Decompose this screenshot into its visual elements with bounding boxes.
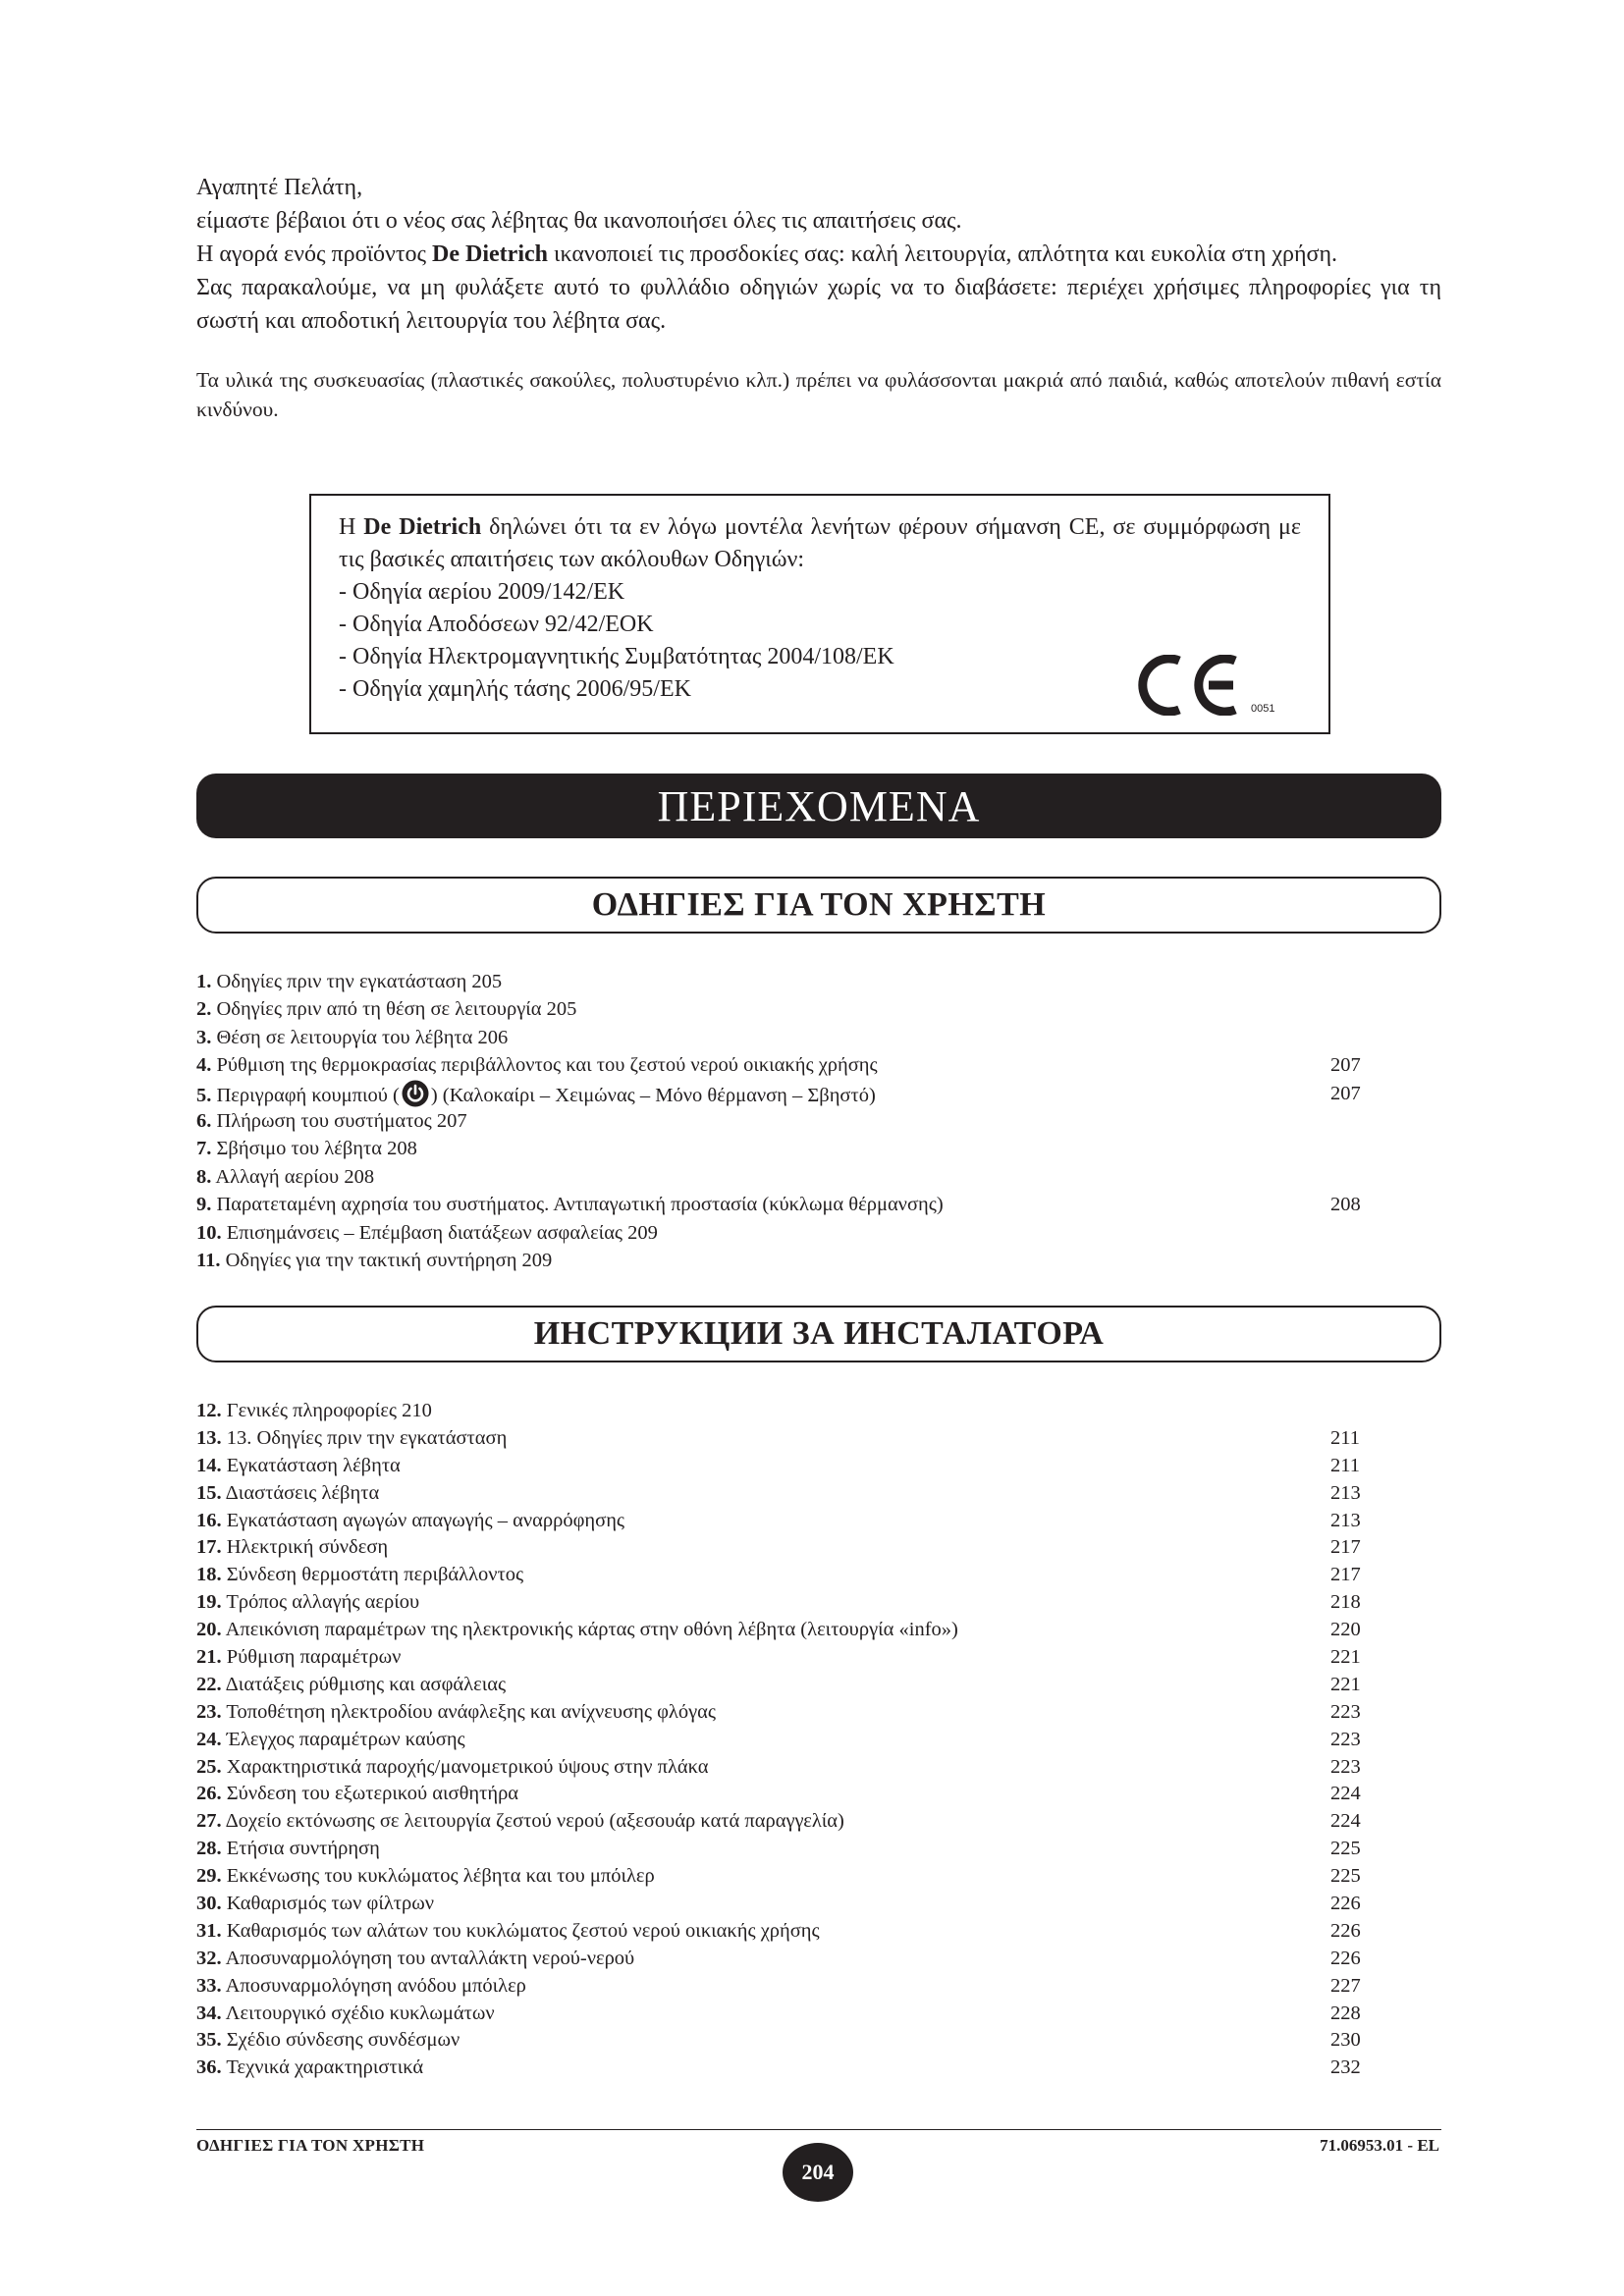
greeting: Αγαπητέ Πελάτη, (196, 175, 363, 200)
intro-line-3: Σας παρακαλούμε, να μη φυλάξετε αυτό το φυλλάδιο οδηγιών χωρίς να το διαβάσετε: περιέχει χρήσιμες πληροφορίες για τη σωστή και αποδοτική λειτουργία του λέβητα σας. (196, 275, 1441, 334)
page-number-badge: 204 (783, 2143, 853, 2202)
installer-section-header: ИНСТРУКЦИИ ЗА ИНСТАЛАТОРА (196, 1306, 1441, 1362)
toc-item[interactable]: 22. Διατάξεις ρύθμισης και ασφάλειας 221 (196, 1673, 1361, 1695)
user-section-header: ΟΔΗΓΙΕΣ ΓΙΑ ΤΟΝ ΧΡΗΣΤΗ (196, 877, 1441, 934)
toc-item[interactable]: 14. Εγκατάσταση λέβητα 211 (196, 1454, 1360, 1476)
toc-item[interactable]: 19. Τρόπος αλλαγής αερίου 218 (196, 1591, 1361, 1614)
toc-item[interactable]: 7. Σβήσιμο του λέβητα 208 (196, 1138, 417, 1160)
toc-item[interactable]: 35. Σχέδιο σύνδεσης συνδέσμων 230 (196, 2029, 1361, 2052)
toc-item[interactable]: 25. Χαρακτηριστικά παροχής/μανομετρικού ύψους στην πλάκα 223 (196, 1755, 1361, 1778)
packaging-warning: Τα υλικά της συσκευασίας (πλαστικές σακούλες, πολυστυρένιο κλπ.) πρέπει να φυλάσσονται μακριά από παιδιά, καθώς αποτελούν πιθανή εστία κινδύνου. (196, 368, 1441, 421)
installer-toc-list (196, 1398, 1375, 2082)
intro-line-2: Η αγορά ενός προϊόντος De Dietrich ικανοποιεί τις προσδοκίες σας: καλή λειτουργία, απλότητα και ευκολία στη χρήση. (196, 241, 1338, 267)
directive-item: - Οδηγία αερίου 2009/142/ΕΚ (339, 579, 625, 605)
toc-item[interactable]: 30. Καθαρισμός των φίλτρων 226 (196, 1893, 1361, 1915)
toc-item[interactable]: 2. Οδηγίες πριν από τη θέση σε λειτουργία 205 (196, 998, 577, 1021)
toc-item[interactable]: 4. Ρύθμιση της θερμοκρασίας περιβάλλοντος και του ζεστού νερού οικιακής χρήσης 207 (196, 1054, 1361, 1077)
toc-item[interactable]: 26. Σύνδεση του εξωτερικού αισθητήρα 224 (196, 1783, 1361, 1805)
toc-item[interactable]: 29. Εκκένωσης του κυκλώματος λέβητα και του μπόιλερ 225 (196, 1865, 1361, 1888)
power-icon (402, 1080, 429, 1107)
toc-item[interactable]: 32. Αποσυναρμολόγηση του ανταλλάκτη νερού-νερού 226 (196, 1947, 1361, 1969)
toc-item[interactable]: 1. Οδηγίες πριν την εγκατάσταση 205 (196, 971, 503, 992)
brand-name: De Dietrich (432, 241, 548, 267)
toc-item[interactable]: 24. Έλεγχος παραμέτρων καύσης 223 (196, 1728, 1361, 1750)
footer-divider (196, 2129, 1441, 2130)
toc-item[interactable]: 33. Αποσυναρμολόγηση ανόδου μπόιλερ 227 (196, 1974, 1361, 1997)
ce-number: 0051 (1251, 703, 1275, 715)
footer-section-label: ΟΔΗΓΙΕΣ ΓΙΑ ΤΟΝ ΧΡΗΣΤΗ (196, 2136, 425, 2155)
toc-item[interactable]: 21. Ρύθμιση παραμέτρων 221 (196, 1646, 1361, 1669)
user-toc-list (196, 968, 1375, 1274)
toc-item[interactable]: 17. Ηλεκτρική σύνδεση 217 (196, 1536, 1361, 1559)
toc-item[interactable]: 10. Επισημάνσεις – Επέμβαση διατάξεων ασφαλείας 209 (196, 1221, 658, 1244)
document-code: 71.06953.01 - EL (1320, 2136, 1439, 2155)
toc-item[interactable]: 16. Εγκατάσταση αγωγών απαγωγής – αναρρόφησης 213 (196, 1509, 1361, 1531)
directive-item: - Οδηγία Αποδόσεων 92/42/ΕΟΚ (339, 612, 654, 637)
toc-item[interactable]: 3. Θέση σε λειτουργία του λέβητα 206 (196, 1026, 509, 1048)
intro-line-1: είμαστε βέβαιοι ότι ο νέος σας λέβητας θα ικανοποιήσει όλες τις απαιτήσεις σας. (196, 208, 962, 234)
toc-item[interactable]: 12. Γενικές πληροφορίες 210 (196, 1400, 432, 1421)
toc-item[interactable]: 13. 13. Οδηγίες πριν την εγκατάσταση 211 (196, 1426, 1360, 1449)
toc-item[interactable]: 8. Αλλαγή αερίου 208 (196, 1165, 375, 1188)
directive-item: - Οδηγία χαμηλής τάσης 2006/95/ΕΚ (339, 676, 691, 702)
toc-item[interactable]: 11. Οδηγίες για την τακτική συντήρηση 209 (196, 1249, 553, 1271)
toc-item[interactable]: 34. Λειτουργικό σχέδιο κυκλωμάτων 228 (196, 2002, 1361, 2024)
ce-declaration-box (309, 494, 1330, 734)
toc-item[interactable]: 5. Περιγραφή κουμπιού ( ) (Καλοκαίρι – Χειμώνας – Μόνο θέρμανση – Σβηστό) 207 (196, 1080, 1375, 1107)
toc-item[interactable]: 23. Τοποθέτηση ηλεκτροδίου ανάφλεξης και ανίχνευσης φλόγας 223 (196, 1700, 1361, 1723)
toc-item[interactable]: 31. Καθαρισμός των αλάτων του κυκλώματος ζεστού νερού οικιακής χρήσης 226 (196, 1919, 1361, 1942)
toc-item[interactable]: 27. Δοχείο εκτόνωσης σε λειτουργία ζεστού νερού (αξεσουάρ κατά παραγγελία) 224 (196, 1810, 1361, 1833)
toc-item[interactable]: 6. Πλήρωση του συστήματος 207 (196, 1109, 467, 1132)
ce-mark-icon (1134, 655, 1281, 716)
toc-item[interactable]: 9. Παρατεταμένη αχρησία του συστήματος. Αντιπαγωτική προστασία (κύκλωμα θέρμανσης) 208 (196, 1194, 1361, 1216)
ce-declaration-text: Η De Dietrich δηλώνει ότι τα εν λόγω μοντέλα λενήτων φέρουν σήμανση CE, σε συμμόρφωση με τις βασικές απαιτήσεις των ακόλουθων Οδηγιών: (339, 514, 1301, 572)
contents-title: ΠΕΡΙΕΧΟΜΕΝΑ (196, 774, 1441, 838)
ce-brand-name: De Dietrich (363, 514, 482, 540)
toc-item[interactable]: 20. Απεικόνιση παραμέτρων της ηλεκτρονικής κάρτας στην οθόνη λέβητα (λειτουργία «info») 220 (196, 1619, 1361, 1641)
directive-item: - Οδηγία Ηλεκτρομαγνητικής Συμβατότητας 2004/108/ΕΚ (339, 644, 894, 669)
toc-item[interactable]: 28. Ετήσια συντήρηση 225 (196, 1838, 1361, 1860)
toc-item[interactable]: 18. Σύνδεση θερμοστάτη περιβάλλοντος 217 (196, 1564, 1361, 1586)
toc-item[interactable]: 15. Διαστάσεις λέβητα 213 (196, 1481, 1361, 1504)
toc-item[interactable]: 36. Τεχνικά χαρακτηριστικά 232 (196, 2056, 1361, 2079)
intro-text (196, 171, 1441, 424)
